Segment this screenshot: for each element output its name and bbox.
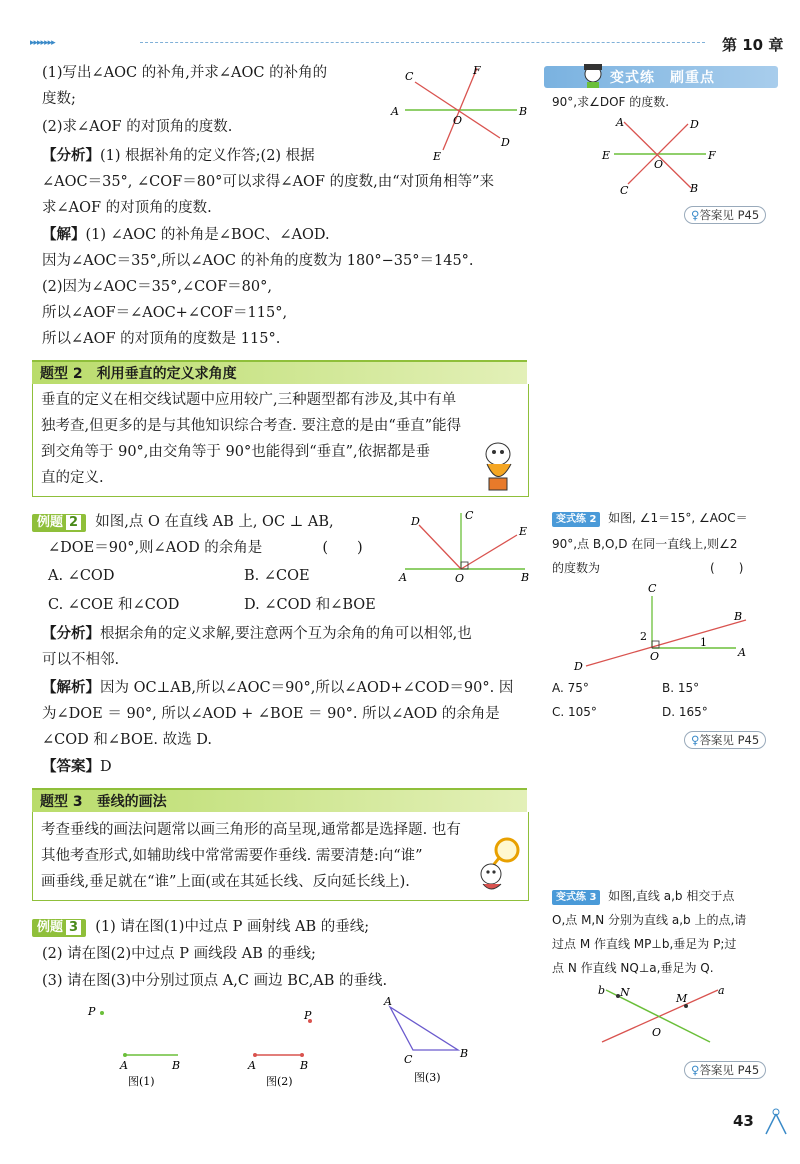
chapter-title: 第 10 章 xyxy=(722,36,784,54)
example2-tag: 例题 2 xyxy=(32,514,86,532)
svg-text:D: D xyxy=(574,660,583,673)
type2-box xyxy=(32,384,529,497)
svg-text:P: P xyxy=(88,1005,96,1018)
v3-line1: 变式练 3 如图,直线 a,b 相交于点 xyxy=(552,886,734,906)
svg-text:B: B xyxy=(460,1047,469,1060)
v3-line3: 过点 M 作直线 MP⊥b,垂足为 P;过 xyxy=(552,937,737,951)
example2-answer: 【答案】D xyxy=(42,759,112,775)
intro-analysis xyxy=(42,146,315,166)
analysis-text: (1) 根据补角的定义作答;(2) 根据 xyxy=(100,148,315,164)
example2-optC: C. ∠COE 和∠COD xyxy=(48,597,180,613)
key-icon: ♀ xyxy=(691,1063,700,1077)
intro-q1b: 度数; xyxy=(42,91,76,107)
header-decor: ▸▸▸▸▸▸▸ xyxy=(30,38,55,48)
svg-text:C: C xyxy=(648,582,657,595)
svg-text:B: B xyxy=(690,182,699,195)
type2-text3: 到交角等于 90°,由交角等于 90°也能得到“垂直”,依据都是垂 xyxy=(41,444,431,460)
svg-text:N: N xyxy=(620,986,630,999)
type3-banner xyxy=(32,788,527,813)
type3-title: 题型 3 垂线的画法 xyxy=(40,794,167,810)
svg-text:D: D xyxy=(690,118,699,131)
v3-tag: 变式练 3 xyxy=(552,890,600,905)
magnifier-cartoon-icon xyxy=(473,834,523,896)
svg-text:C: C xyxy=(404,1053,413,1066)
analysis-label: 【分析】 xyxy=(42,148,100,164)
label-C: C xyxy=(405,70,414,83)
example2-analysis: 【分析】根据余角的定义求解,要注意两个互为余角的角可以相邻,也 xyxy=(42,626,472,642)
example2-jiexi: 【解析】因为 OC⊥AB,所以∠AOC＝90°,所以∠AOD+∠COD＝90°. 因 xyxy=(42,680,514,696)
intro-sol3: (2)因为∠AOC＝35°,∠COF＝80°, xyxy=(42,279,272,295)
solution-text: (1) ∠AOC 的补角是∠BOC、∠AOD. xyxy=(85,227,330,243)
fig2-label-B: B xyxy=(521,571,530,584)
example2-analysis2: 可以不相邻. xyxy=(42,652,120,668)
svg-text:a: a xyxy=(718,984,725,997)
example3-q1: 例题 3 (1) 请在图(1)中过点 P 画射线 AB 的垂线; xyxy=(32,917,369,937)
example3-figures xyxy=(80,995,480,1090)
v2-optD: D. 165° xyxy=(662,705,708,719)
svg-text:A: A xyxy=(738,646,746,659)
type3-box xyxy=(32,812,529,901)
intro-q1: (1)写出∠AOC 的补角,并求∠AOC 的补角的 xyxy=(42,65,328,81)
v1-text: 90°,求∠DOF 的度数. xyxy=(552,95,670,109)
svg-text:A: A xyxy=(120,1059,128,1072)
v3-figure xyxy=(590,980,750,1052)
v2-line1: 变式练 2 如图, ∠1＝15°, ∠AOC＝ xyxy=(552,508,748,528)
svg-text:E: E xyxy=(602,149,611,162)
intro-figure xyxy=(385,58,535,168)
answer-ref-1[interactable]: ♀答案见 P45 xyxy=(684,206,766,224)
intro-analysis3: 求∠AOF 的对顶角的度数. xyxy=(42,200,212,216)
key-icon: ♀ xyxy=(691,733,700,747)
v3-line4: 点 N 作直线 NQ⊥a,垂足为 Q. xyxy=(552,961,714,975)
page-number: 43 xyxy=(733,1112,754,1130)
answer-ref-2[interactable]: ♀答案见 P45 xyxy=(684,731,766,749)
type2-text1: 垂直的定义在相交线试题中应用较广,三种题型都有涉及,其中有单 xyxy=(41,392,457,408)
svg-text:M: M xyxy=(676,992,688,1005)
svg-text:O: O xyxy=(652,1026,662,1039)
sidebar-banner xyxy=(544,66,778,88)
v2-optB: B. 15° xyxy=(662,681,700,695)
example2-jiexi2: 为∠DOE ＝ 90°, 所以∠AOD + ∠BOE ＝ 90°. 所以∠AOD 的余角是 xyxy=(42,706,500,722)
fig2-caption: 图(2) xyxy=(266,1075,293,1088)
svg-text:B: B xyxy=(300,1059,309,1072)
example3-tag: 例题 3 xyxy=(32,919,86,937)
header-rule xyxy=(140,42,705,43)
svg-text:F: F xyxy=(708,149,716,162)
fig3-caption: 图(3) xyxy=(414,1071,441,1084)
svg-text:1: 1 xyxy=(700,636,707,649)
answer-ref-3[interactable]: ♀答案见 P45 xyxy=(684,1061,766,1079)
example3-q3: (3) 请在图(3)中分别过顶点 A,C 画边 BC,AB 的垂线. xyxy=(42,973,388,989)
type2-banner xyxy=(32,360,527,385)
svg-text:P: P xyxy=(304,1009,312,1022)
example2-jiexi3: ∠COD 和∠BOE. 故选 D. xyxy=(42,732,212,748)
v1-figure xyxy=(596,112,726,200)
type3-text3: 画垂线,垂足就在“谁”上面(或在其延长线、反向延长线上). xyxy=(41,874,410,890)
type3-text1: 考查垂线的画法问题常以画三角形的高呈现,通常都是选择题. 也有 xyxy=(41,822,461,838)
fig2-label-D: D xyxy=(411,515,420,528)
intro-sol2: 因为∠AOC＝35°,所以∠AOC 的补角的度数为 180°−35°＝145°. xyxy=(42,253,474,269)
label-B: B xyxy=(519,105,528,118)
v3-line2: O,点 M,N 分别为直线 a,b 上的点,请 xyxy=(552,913,747,927)
type2-text4: 直的定义. xyxy=(41,470,104,486)
type2-text2: 独考查,但更多的是与其他知识综合考查. 要注意的是由“垂直”能得 xyxy=(41,418,462,434)
intro-solution xyxy=(42,225,330,245)
svg-text:A: A xyxy=(248,1059,256,1072)
v2-line3: 的度数为 ( ) xyxy=(552,561,744,575)
label-D: D xyxy=(501,136,510,149)
intro-q2: (2)求∠AOF 的对顶角的度数. xyxy=(42,119,233,135)
example2-stem: 例题 2 如图,点 O 在直线 AB 上, OC ⊥ AB, xyxy=(32,512,334,532)
label-O: O xyxy=(453,114,463,127)
cartoon-icon xyxy=(473,434,523,494)
fig2-label-A: A xyxy=(399,571,407,584)
svg-text:A: A xyxy=(616,116,624,129)
mascot-icon xyxy=(578,62,608,90)
svg-text:C: C xyxy=(620,184,629,197)
label-A: A xyxy=(391,105,399,118)
example3-q2: (2) 请在图(2)中过点 P 画线段 AB 的垂线; xyxy=(42,946,316,962)
svg-text:O: O xyxy=(654,158,664,171)
key-icon: ♀ xyxy=(691,208,700,222)
compass-icon xyxy=(760,1104,794,1138)
fig2-label-O: O xyxy=(455,572,465,585)
svg-text:B: B xyxy=(172,1059,181,1072)
v2-optA: A. 75° xyxy=(552,681,589,695)
intro-sol5: 所以∠AOF 的对顶角的度数是 115°. xyxy=(42,331,281,347)
example2-paren: ( ) xyxy=(322,540,363,556)
svg-text:A: A xyxy=(384,995,392,1008)
intro-analysis2: ∠AOC＝35°, ∠COF＝80°可以求得∠AOF 的度数,由“对顶角相等”来 xyxy=(42,174,495,190)
fig2-label-E: E xyxy=(519,525,528,538)
intro-sol4: 所以∠AOF＝∠AOC+∠COF＝115°, xyxy=(42,305,288,321)
solution-label: 【解】 xyxy=(42,227,86,243)
v2-line2: 90°,点 B,O,D 在同一直线上,则∠2 xyxy=(552,537,738,551)
label-F: F xyxy=(473,64,481,77)
example2-optA: A. ∠COD xyxy=(48,568,115,584)
v2-tag: 变式练 2 xyxy=(552,512,600,527)
svg-text:B: B xyxy=(734,610,743,623)
svg-text:2: 2 xyxy=(640,630,647,643)
type3-text2: 其他考查形式,如辅助线中常常需要作垂线. 需要清楚:向“谁” xyxy=(41,848,423,864)
example2-figure xyxy=(395,505,535,585)
fig2-label-C: C xyxy=(465,509,474,522)
sidebar-banner-title: 变式练 刷重点 xyxy=(610,70,715,86)
v2-figure xyxy=(566,582,766,674)
example2-optD: D. ∠COD 和∠BOE xyxy=(244,597,376,613)
fig1-caption: 图(1) xyxy=(128,1075,155,1088)
type2-title: 题型 2 利用垂直的定义求角度 xyxy=(40,366,237,382)
svg-text:O: O xyxy=(650,650,660,663)
example2-optB: B. ∠COE xyxy=(244,568,310,584)
v2-optC: C. 105° xyxy=(552,705,597,719)
label-E: E xyxy=(433,150,442,163)
example2-stem2: ∠DOE＝90°,则∠AOD 的余角是 ( ) xyxy=(48,540,363,556)
svg-text:b: b xyxy=(598,984,606,997)
